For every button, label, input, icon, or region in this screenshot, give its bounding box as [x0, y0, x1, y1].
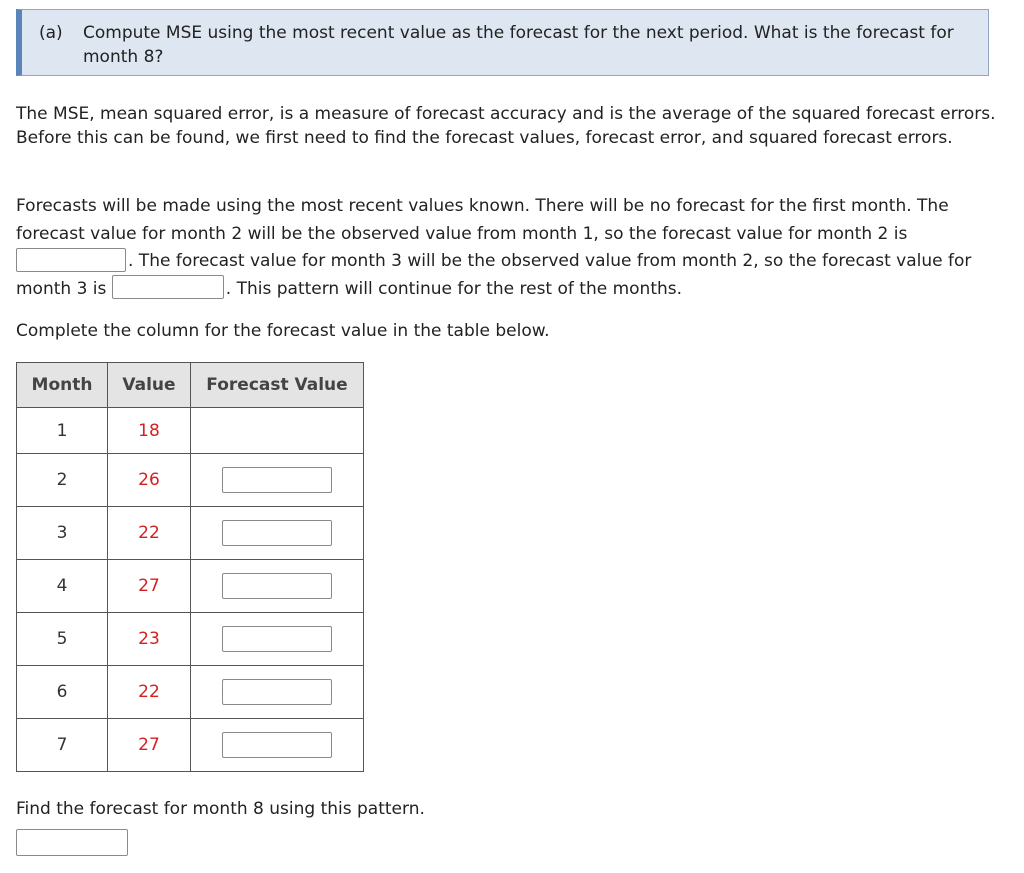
question-label: (a): [39, 23, 63, 43]
explanation-part2: . The forecast value for month 3 will be the observed value from month 2, so the forecast value for month 3 is: [16, 251, 972, 299]
final-prompt: Find the forecast for month 8 using this pattern.: [16, 799, 425, 819]
table-row: [17, 507, 364, 560]
forecast-input-month-5[interactable]: [222, 626, 332, 652]
forecast-cell: [191, 719, 364, 772]
question-text: Compute MSE using the most recent value as the forecast for the next period. What is the forecast for month 8?: [83, 23, 954, 67]
month-cell: 7: [17, 719, 108, 772]
table-header-row: [17, 363, 364, 408]
month8-forecast-input[interactable]: [16, 829, 128, 856]
forecast-cell: [191, 613, 364, 666]
table-row: [17, 613, 364, 666]
forecast-input-month-3[interactable]: [222, 520, 332, 546]
month-cell: 6: [17, 666, 108, 719]
month-cell: 4: [17, 560, 108, 613]
value-cell: 22: [108, 507, 191, 560]
forecast-cell: [191, 454, 364, 507]
month-cell: 2: [17, 454, 108, 507]
explanation-part3: . This pattern will continue for the rest of the months.: [225, 278, 683, 299]
forecast-input-month-7[interactable]: [222, 732, 332, 758]
explanation-part1: Forecasts will be made using the most recent values known. There will be no forecast for the first month. The forecast value for month 2 will be the observed value from month 1, so the forecast value for month 2 is: [16, 196, 949, 244]
table-instruction: Complete the column for the forecast value in the table below.: [16, 321, 550, 341]
month2-forecast-input[interactable]: [16, 248, 126, 272]
table-row: [17, 719, 364, 772]
header-month: Month: [17, 363, 108, 408]
month3-forecast-input[interactable]: [112, 275, 224, 299]
table-row: [17, 454, 364, 507]
table-row: [17, 560, 364, 613]
month-cell: 5: [17, 613, 108, 666]
value-cell: 22: [108, 666, 191, 719]
value-cell: 23: [108, 613, 191, 666]
header-value: Value: [108, 363, 191, 408]
forecast-input-month-4[interactable]: [222, 573, 332, 599]
value-cell: 27: [108, 719, 191, 772]
header-forecast-value: Forecast Value: [191, 363, 364, 408]
forecast-cell: [191, 560, 364, 613]
forecast-cell: [191, 666, 364, 719]
forecast-cell: [191, 507, 364, 560]
month-cell: 3: [17, 507, 108, 560]
forecast-table: [16, 362, 364, 772]
value-cell: 18: [108, 408, 191, 454]
forecast-input-month-2[interactable]: [222, 467, 332, 493]
table-row: [17, 408, 364, 454]
value-cell: 26: [108, 454, 191, 507]
month-cell: 1: [17, 408, 108, 454]
forecast-cell-empty: [191, 408, 364, 454]
value-cell: 27: [108, 560, 191, 613]
question-box: [16, 9, 989, 76]
forecast-input-month-6[interactable]: [222, 679, 332, 705]
intro-paragraph: The MSE, mean squared error, is a measure of forecast accuracy and is the average of the squared forecast errors. Before this can be found, we first need to find the forecast values, forecast error, and squared forecast errors.: [16, 104, 996, 148]
table-row: [17, 666, 364, 719]
explanation-paragraph: [16, 193, 1001, 303]
